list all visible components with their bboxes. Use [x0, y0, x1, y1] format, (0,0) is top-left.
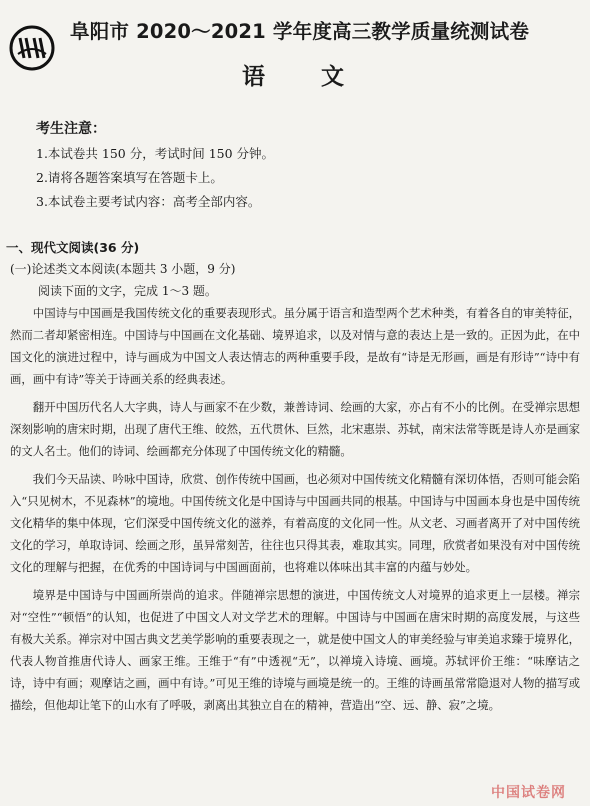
notice-item: 1.本试卷共 150 分，考试时间 150 分钟。: [36, 146, 275, 161]
reading-passage: [10, 302, 580, 722]
subject-title: 语 文: [241, 64, 368, 90]
passage-paragraph: 翻开中国历代名人大字典，诗人与画家不在少数，兼善诗词、绘画的大家，亦占有不小的比例。在受禅宗思想深刻影响的唐宋时期，出现了唐代王维、皎然，五代贯休、巨然，北宋惠崇、苏轼，南宋法常等既是诗人亦是画家的文人名士。他们的诗词、绘画都充分体现了中国传统文化的精髓。: [10, 400, 580, 458]
section-heading: 一、现代文阅读(36 分): [6, 240, 140, 255]
notice-item: 3.本试卷主要考试内容：高考全部内容。: [36, 194, 261, 209]
subsection-heading: (一)论述类文本阅读(本题共 3 小题，9 分): [10, 262, 236, 276]
notice-heading: 考生注意：: [36, 121, 106, 137]
notice-list: [36, 144, 274, 216]
watermark: 中国试卷网: [491, 785, 566, 801]
exam-title: 阜阳市 2020～2021 学年度高三教学质量统测试卷: [70, 20, 530, 43]
notice-item: 2.请将各题答案填写在答题卡上。: [36, 170, 223, 185]
reading-instruction: 阅读下面的文字，完成 1～3 题。: [38, 284, 217, 298]
passage-paragraph: 中国诗与中国画是我国传统文化的重要表现形式。虽分属于语言和造型两个艺术种类，有着各自的审美特征，然而二者却紧密相连。中国诗与中国画在文化基础、境界追求，以及对情与意的表达上是一致的。正因为此，在中国文化的演进过程中，诗与画成为中国文人表达情志的两种重要手段，是故有“诗是无形画，画是有形诗”“诗中有画，画中有诗”等关于诗画关系的经典表述。: [10, 306, 580, 386]
passage-paragraph: 境界是中国诗与中国画所崇尚的追求。伴随禅宗思想的演进，中国传统文人对境界的追求更上一层楼。禅宗对“空性”“顿悟”的认知，也促进了中国文人对文学艺术的理解。中国诗与中国画在唐宋时期的高度发展，与这些有极大关系。禅宗对中国古典文艺美学影响的重要表现之一，就是使中国文人的审美经验与审美追求臻于境界化，代表人物首推唐代诗人、画家王维。王维于“有”中透视“无”，以禅境入诗境、画境。苏轼评价王维：“味摩诘之诗，诗中有画；观摩诘之画，画中有诗。”可见王维的诗境与画境是统一的。王维的诗画虽常常隐退对人物的描写或描绘，但他却让笔下的山水有了呼吸，剥离出其独立自在的精神，营造出“空、远、静、寂”之境。: [10, 588, 580, 712]
passage-paragraph: 我们今天品读、吟咏中国诗，欣赏、创作传统中国画，也必须对中国传统文化精髓有深切体悟，否则可能会陷入“只见树木，不见森林”的境地。中国传统文化是中国诗与中国画共同的根基。中国诗与中国画本身也是中国传统文化精华的集中体现，它们深受中国传统文化的滋养，有着高度的文化同一性。从文老、习画者离开了对中国传统文化的学习，单取诗词、绘画之形，虽异常刻苦，往往也只得其表，难取其实。同理，欣赏者如果没有对中国传统文化的理解与把握，在优秀的中国诗词与中国画面前，也将难以体味出其丰富的内蕴与妙处。: [10, 472, 580, 574]
